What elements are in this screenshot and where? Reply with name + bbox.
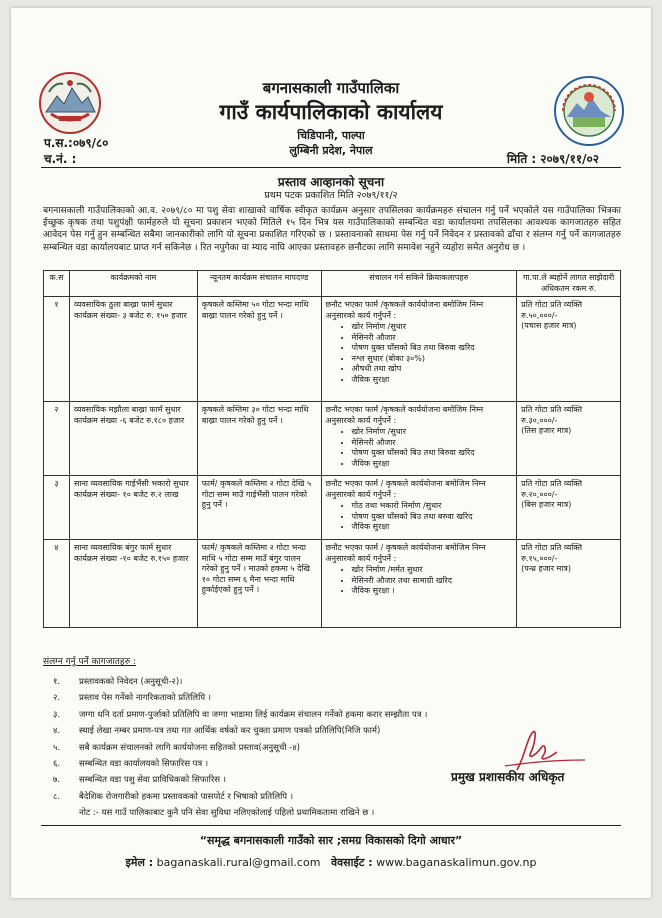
program-name: साना व्यवसायिक गाईभैंसी भकारो सुधार कार्यक्रम संख्या- १० बजेट रु.२ लाख	[69, 476, 197, 540]
list-item: • जैविक सुरक्षा	[352, 522, 513, 533]
minimum-criteria: फार्म/ कृषकले कम्तिमा २ गोटा देखि ५ गोटा सम्म माउँ गाईभैंसी पालन गरेको हुनु पर्ने ।	[197, 476, 321, 540]
attachments-note: नोट :- यस गाउँ पालिकाबाट कुनै पनि सेवा सुविधा नलिएकोलाई पहिलो प्रथामिकतामा राखिने छ ।	[79, 808, 375, 819]
list-item: • औषधी तथा खोप	[352, 364, 513, 375]
grant-amount: प्रति गोटा प्रति व्यक्ति रु.१५,०००/-	[521, 543, 583, 563]
minimum-criteria: फार्म/ कृषकले कम्तिमा २ गोटा भन्दा माथि ५ गोटा सम्म माउँ बंगुर पालन गरेको हुनु पर्ने । माउको हकमा ५ देखि १० गोटा सम्म ६ मैना भन्दा माथि हुर्काईएको हुनु पर्ने ।	[197, 540, 321, 628]
list-item: • जैविक सुरक्षा ।	[352, 586, 513, 597]
activities-intro: छनौट भएका फार्म / कृषकले कार्ययोजना बमोजिम निम्न अनुसारको कार्य गर्नुपर्ने :	[325, 479, 486, 499]
office-location: चिडिपानी, पाल्पा	[297, 129, 365, 142]
list-item: • खोर निर्माण /सुधार	[352, 322, 513, 333]
activities-list	[326, 427, 513, 469]
activities-cell	[321, 476, 517, 540]
list-item: • पोषण युक्त घाँसको बिउ तथा बिरुवा खरिद	[352, 343, 513, 354]
column-header: न्यूनतम कार्यक्रम संचालन मापदण्ड	[197, 271, 321, 297]
list-item: १. प्रस्तावकको निवेदन (अनुसूची-२)।	[53, 677, 183, 687]
grant-amount: प्रति गोटा प्रति व्यक्ति रु.३०,०००/-	[521, 405, 583, 425]
office-name: गाउँ कार्यपालिकाको कार्यालय	[219, 100, 443, 124]
activities-list	[326, 322, 513, 385]
list-item: • पोषण युक्त घाँसको बिउ तथा बरुवा खरिद	[352, 512, 513, 523]
office-address: लुम्बिनी प्रदेश, नेपाल	[289, 144, 373, 157]
notice-page	[11, 8, 651, 898]
attachments-heading: संलग्न गर्नु पर्ने कागजातहरु :	[43, 657, 136, 667]
column-header: संचालन गर्न सकिने क्रियाकलापहरु	[321, 271, 517, 297]
minimum-criteria: कृषकले कम्तिमा ३० गोटा भन्दा माथि बाख्रा पालन गरेको हुनु पर्ने ।	[197, 402, 321, 476]
website-label: वेवसाईट :	[330, 856, 373, 869]
list-item: • खोर निर्माण /मर्मत सुधार	[352, 565, 513, 576]
contact-line	[11, 855, 651, 870]
list-item: • मेसिनरी औजार	[352, 333, 513, 344]
list-item: • पोषण युक्त घाँसको बिउ तथा बिरुवा खरिद	[352, 448, 513, 459]
email-value: baganaskali.rural@gmail.com	[156, 856, 321, 869]
grant-words: (तिस हजार मात्र)	[521, 426, 572, 435]
list-item: • नश्ल सुधार (बोका ३०%)	[352, 354, 513, 365]
table-row	[44, 402, 621, 476]
activities-cell	[321, 297, 517, 402]
grant-cell	[517, 540, 621, 628]
row-number: ३	[44, 476, 70, 540]
header-divider	[41, 167, 621, 168]
grant-amount: प्रति गोटा प्रति व्यक्ति रु.५०,०००/-	[521, 300, 583, 320]
activities-intro: छनौट भएका फार्म /कृषकले कार्ययोजना बमोजिम निम्न अनुसारको कार्य गर्नुपर्ने :	[325, 405, 484, 425]
row-number: १	[44, 297, 70, 402]
program-name: व्यवसायिक ठुला बाख्रा फार्म सुधार कार्यक्रम संख्या- ३ बजेट रु. १५० हजार	[69, 297, 197, 402]
notice-body: बगनासकाली गाउँपालिकाको आ.व. २०७९/८० मा पशु सेवा शाखाको वार्षिक स्वीकृत कार्यक्रम अनुसार तपसिलका कार्यक्रमहरु संचालन गर्नु पर्ने भएकोले यस गाउँपालिका भित्रका ईच्छुक कृषक तथा पशुपंक्षी फार्महरुले यो सूचना प्रकाशन भएको मितिले १५ दिन भित्र यस गाउँपालिकाको सम्बन्धित वडा कार्यालयमा तपसिलका आवश्यक कागजातहरु सहित आवेदन पेस गर्नु हुन सम्बन्धित सबैमा जानकारीको लागि यो सूचना प्रकाशित गरिएको छ । प्रस्तावनाको साथमा पेस गर्नु पर्ने निवेदन र प्रस्तावको ढाँचा र संलग्न गर्नु पर्ने कागजातहरु सम्बन्धित वडा कार्यालयबाट प्राप्त गर्न सकिनेछ । रित नपुगेका वा म्याद नाघि आएका प्रस्तावहरु छनौटका लागि समावेश नहुने व्यहोरा समेत अनुरोध छ ।	[43, 206, 621, 253]
list-item: ४. स्थाई लेखा नम्बर प्रमाण-पत्र तथा गत आर्थिक वर्षको कर चुक्ता प्रमाण पत्रको प्रतिलिपि(निजि फार्म)	[53, 726, 381, 737]
grant-words: (पन्ध्र हजार मात्र)	[521, 564, 571, 573]
list-item: ७. सम्बन्धित वडा पशु सेवा प्राविधिकको सिफारिस ।	[53, 775, 226, 786]
list-item: • खोर निर्माण /सुधार	[352, 427, 513, 438]
list-item: • जैविक सुरक्षा	[352, 375, 513, 386]
activities-cell	[321, 402, 517, 476]
activities-cell	[321, 540, 517, 628]
table-header-row	[44, 271, 621, 297]
website-value: www.baganaskalimun.gov.np	[376, 856, 537, 869]
dispatch-number: च.नं. :	[44, 152, 77, 166]
activities-list	[326, 501, 513, 533]
list-item: ५. सबै कार्यक्रम संचालनको लागि कार्ययोजना सहितको प्रस्ताव(अनुसूची -४)	[53, 742, 300, 753]
email-label: इमेल :	[125, 856, 154, 869]
signatory-title: प्रमुख प्रशासकीय अधिकृत	[451, 770, 565, 784]
grant-cell	[517, 476, 621, 540]
letter-number: प.स.:०७९/८०	[44, 136, 109, 150]
row-number: ४	[44, 540, 70, 628]
footer-divider	[41, 825, 621, 826]
list-item: • गोठ तथा भकारो निर्माण /सुधार	[352, 501, 513, 512]
activities-list	[326, 565, 513, 597]
table-row	[44, 297, 621, 402]
grant-words: (पचास हजार मात्र)	[521, 321, 577, 330]
column-header: गा.पा.ले ब्यहोर्ने लागत साझेदारी अधिकतम रकम रु.	[517, 271, 621, 297]
table-row	[44, 540, 621, 628]
list-item: • मेसिनरी औजार	[352, 438, 513, 449]
program-name: साना व्यवसायिक बंगुर फार्म सुधार कार्यक्रम संख्या -१० बजेट रु.१५० हजार	[69, 540, 197, 628]
grant-amount: प्रति गोटा प्रति व्यक्ति रु.२०,०००/-	[521, 479, 583, 499]
notice-title: प्रस्ताव आव्हानको सूचना	[277, 175, 385, 189]
program-name: व्यवसायिक मझौला बाख्रा फार्म सुधार कार्यक्रम संख्या -६ बजेट रु.१८० हजार	[69, 402, 197, 476]
column-header: क.स	[44, 271, 70, 297]
activities-intro: छनौट भएका फार्म / कृषकले कार्ययोजना बमोजिम निम्न अनुसारको कार्य गर्नुपर्ने :	[325, 543, 486, 563]
grant-words: (बिस हजार मात्र)	[521, 500, 572, 509]
attachments-list	[53, 674, 493, 822]
list-item: ८. बैदेशिक रोजगारीको हकमा प्रस्तावकको पासपोर्ट र भिषाको प्रतिलिपि ।	[53, 791, 294, 802]
grant-cell	[517, 297, 621, 402]
table-row	[44, 476, 621, 540]
notice-subtitle: प्रथम पटक प्रकाशित मिति २०७९/११/२	[264, 190, 398, 201]
issue-date: मिति : २०७९/११/०२	[506, 152, 599, 166]
minimum-criteria: कृषकले कम्तिमा ५० गोटा भन्दा माथि बाख्रा पालन गरेको हुनु पर्ने ।	[197, 297, 321, 402]
list-item: • जैविक सुरक्षा	[352, 459, 513, 470]
list-item: ३. जग्गा धनि दर्ता प्रमाण-पुर्जाको प्रतिलिपि वा जग्गा भाडामा लिई कार्यक्रम संचालन गर्नेको हकमा करार सम्झौता पत्र ।	[53, 709, 428, 720]
column-header: कार्यक्रमको नाम	[69, 271, 197, 297]
list-item: • मेसिनरी औजार तथा सामाग्री खरिद	[352, 576, 513, 587]
program-table	[43, 270, 621, 628]
grant-cell	[517, 402, 621, 476]
row-number: २	[44, 402, 70, 476]
list-item: २. प्रस्ताव पेस गर्नेको नागरिकताको प्रतिलिपि ।	[53, 693, 212, 704]
list-item: ६. सम्बन्धित वडा कार्यालयको सिफारिस पत्र ।	[53, 759, 209, 770]
motto: “समृद्ध बगनासकाली गाउँको सार ;समग्र विकासको दिगो आधार”	[199, 834, 463, 847]
activities-intro: छनौट भएका फार्म /कृषकले कार्ययोजना बमोजिम निम्न अनुसारको कार्य गर्नुपर्ने :	[325, 300, 484, 320]
municipality-name: बगनासकाली गाउँपालिका	[262, 79, 400, 97]
